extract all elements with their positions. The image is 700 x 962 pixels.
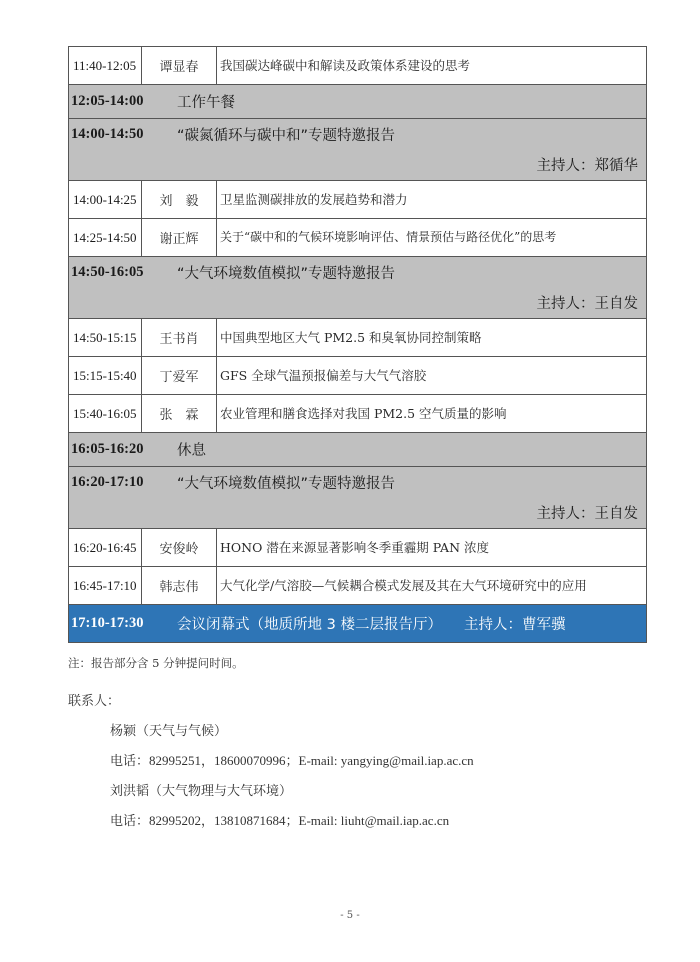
contacts-label: 联系人： [68, 694, 121, 709]
table-row [69, 47, 646, 85]
title-cell: 农业管理和膳食选择对我国 PM2.5 空气质量的影响 [220, 406, 507, 421]
speaker-cell: 王书肖 [142, 319, 217, 356]
time-cell: 11:40-12:05 [69, 47, 142, 84]
closing-row [69, 605, 646, 643]
table-row [69, 219, 646, 257]
session-row [69, 467, 646, 529]
title-cell: 卫星监测碳排放的发展趋势和潜力 [220, 192, 408, 207]
break-time: 12:05-14:00 [71, 93, 144, 109]
break-title: 工作午餐 [177, 95, 235, 111]
speaker-cell: 谭显春 [142, 47, 217, 84]
time-cell: 14:00-14:25 [69, 181, 142, 218]
footnote: 注：报告部分含 5 分钟提问时间。 [68, 656, 244, 670]
break-time: 16:05-16:20 [71, 441, 144, 457]
table-row [69, 529, 646, 567]
contact-phone: 电话：82995202，13810871684；E-mail: liuht@mail.iap.ac.cn [110, 813, 450, 828]
table-row [69, 357, 646, 395]
session-row [69, 119, 646, 181]
session-host: 主持人：郑循华 [536, 157, 638, 174]
time-cell: 14:50-15:15 [69, 319, 142, 356]
title-cell: 关于“碳中和的气候环境影响评估、情景预估与路径优化”的思考 [220, 230, 557, 244]
time-cell: 15:15-15:40 [69, 357, 142, 394]
session-host: 主持人：王自发 [536, 505, 638, 522]
session-title: “大气环境数值模拟”专题特邀报告 [177, 476, 396, 492]
session-title: “碳氮循环与碳中和”专题特邀报告 [177, 128, 396, 144]
session-time: 16:20-17:10 [71, 474, 144, 490]
time-cell: 14:25-14:50 [69, 219, 142, 256]
schedule-table [68, 46, 647, 643]
speaker-cell: 刘 毅 [142, 181, 217, 218]
closing-title: 会议闭幕式（地质所地 3 楼二层报告厅） [177, 617, 442, 633]
session-host: 主持人：王自发 [536, 295, 638, 312]
session-time: 14:50-16:05 [71, 264, 144, 280]
break-row [69, 433, 646, 467]
title-cell: 我国碳达峰碳中和解读及政策体系建设的思考 [220, 58, 471, 73]
table-row [69, 395, 646, 433]
contact-phone: 电话：82995251，18600070996；E-mail: yangying@mail.iap.ac.cn [110, 753, 474, 768]
title-cell: 中国典型地区大气 PM2.5 和臭氧协同控制策略 [220, 330, 482, 345]
speaker-cell: 谢正辉 [142, 219, 217, 256]
time-cell: 15:40-16:05 [69, 395, 142, 432]
table-row [69, 319, 646, 357]
speaker-cell: 韩志伟 [142, 567, 217, 604]
title-cell: HONO 潜在来源显著影响冬季重霾期 PAN 浓度 [220, 540, 489, 555]
break-title: 休息 [177, 443, 206, 459]
session-row [69, 257, 646, 319]
speaker-cell: 丁爱军 [142, 357, 217, 394]
table-row [69, 567, 646, 605]
contact-name: 刘洪韬（大气物理与大气环境） [110, 783, 293, 798]
session-time: 14:00-14:50 [71, 126, 144, 142]
page-number: - 5 - [340, 910, 360, 921]
time-cell: 16:20-16:45 [69, 529, 142, 566]
speaker-cell: 张 霖 [142, 395, 217, 432]
closing-host: 主持人：曹军骥 [463, 617, 566, 633]
title-cell: GFS 全球气温预报偏差与大气气溶胶 [220, 368, 427, 383]
contact-name: 杨颖（天气与气候） [110, 723, 228, 738]
break-row [69, 85, 646, 119]
time-cell: 16:45-17:10 [69, 567, 142, 604]
session-title: “大气环境数值模拟”专题特邀报告 [177, 266, 396, 282]
speaker-cell: 安俊岭 [142, 529, 217, 566]
closing-time: 17:10-17:30 [71, 615, 144, 631]
table-row [69, 181, 646, 219]
title-cell: 大气化学/气溶胶—气候耦合模式发展及其在大气环境研究中的应用 [220, 578, 587, 593]
